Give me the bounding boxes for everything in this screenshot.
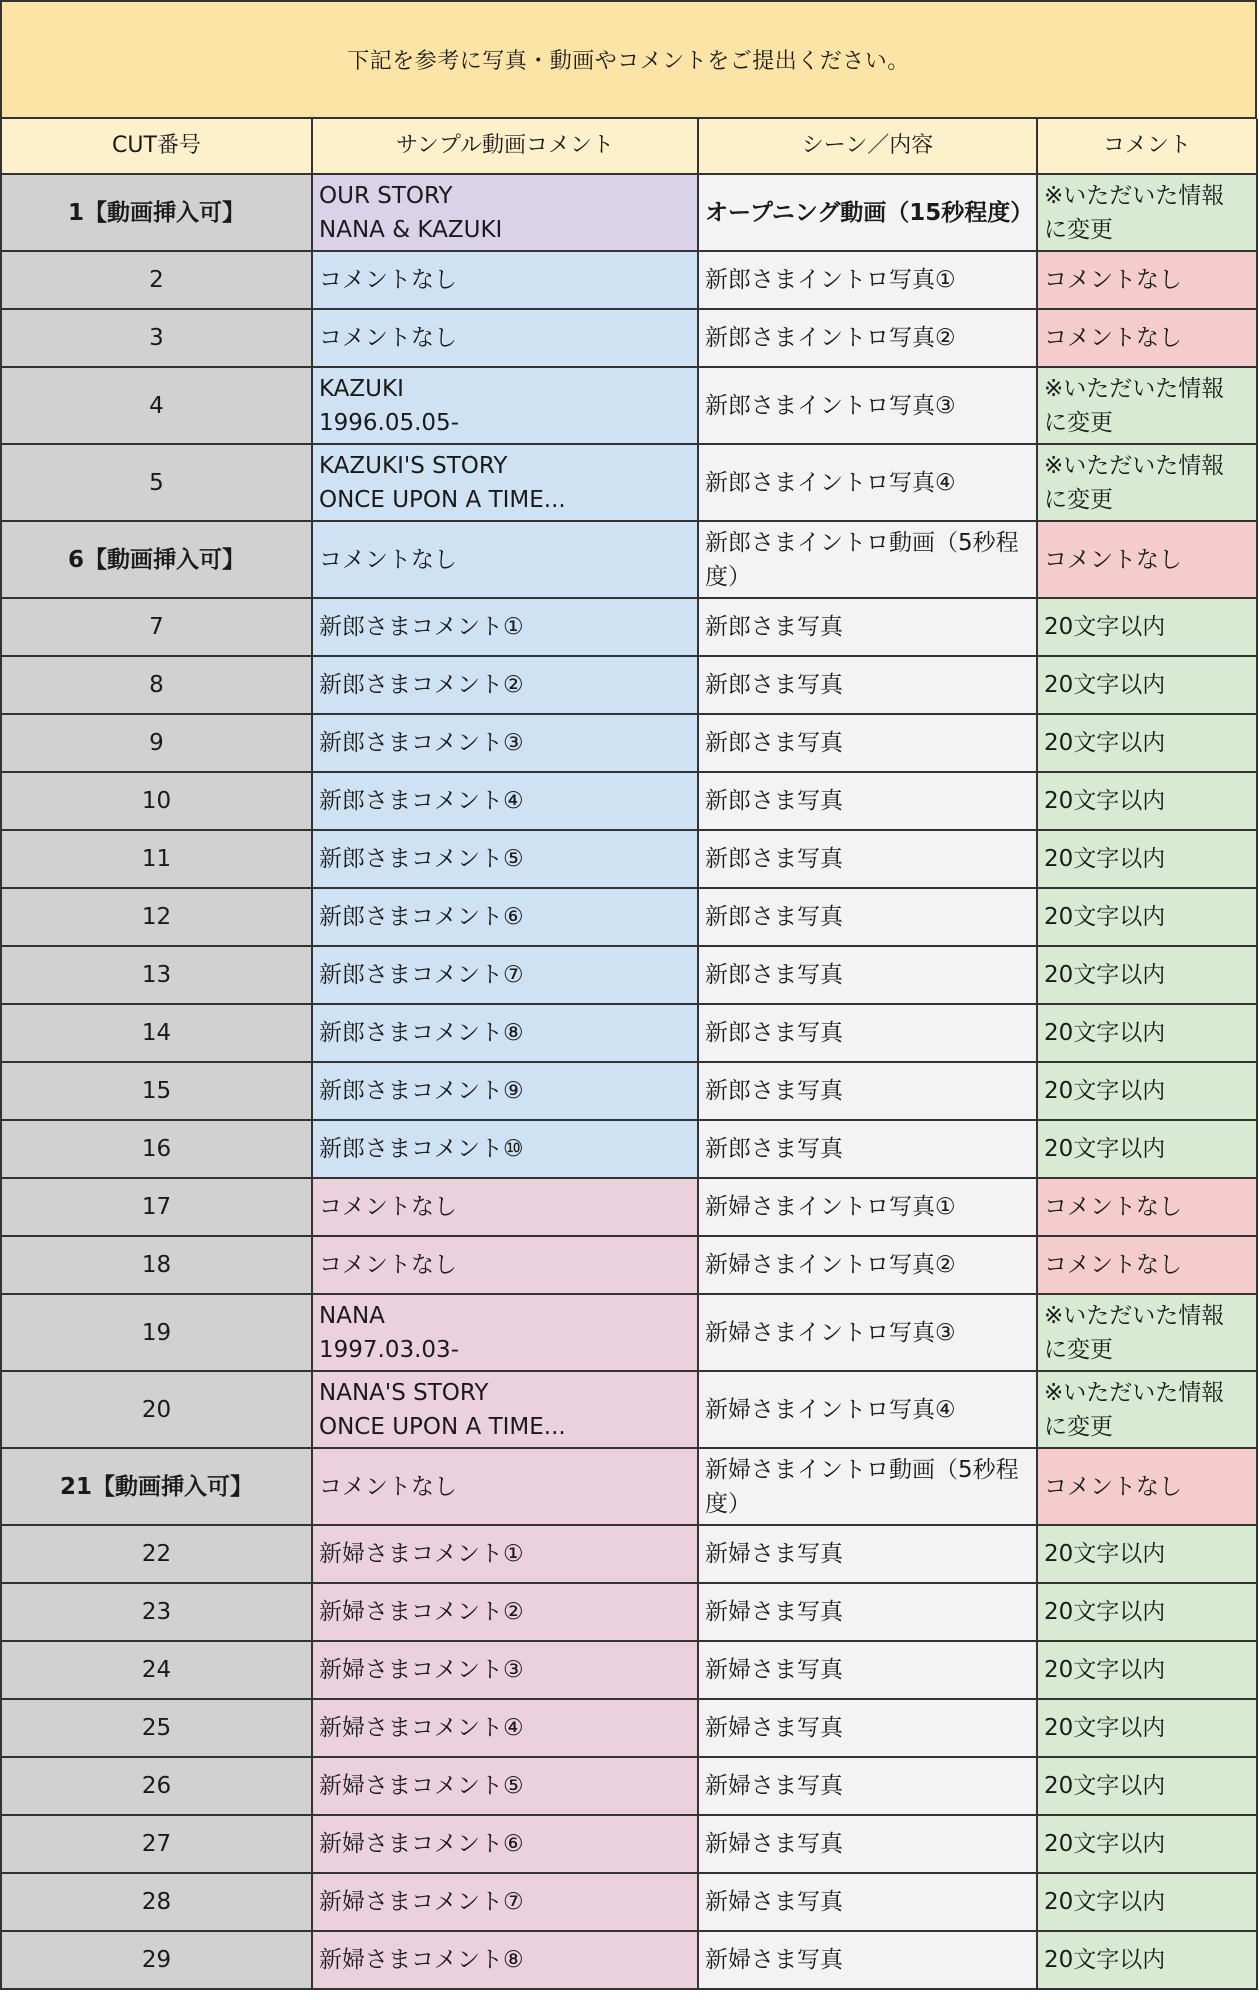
table-row	[2, 1371, 1257, 1448]
cell-sample-comment[interactable]: 新郎さまコメント④	[312, 772, 698, 830]
cell-sample-comment[interactable]: 新郎さまコメント②	[312, 656, 698, 714]
cell-comment[interactable]: 20文字以内	[1037, 656, 1257, 714]
cell-comment[interactable]: ※いただいた情報 に変更	[1037, 1294, 1257, 1371]
cell-comment[interactable]: 20文字以内	[1037, 830, 1257, 888]
cell-comment[interactable]: コメントなし	[1037, 1236, 1257, 1294]
cell-cut-number[interactable]: 7	[2, 598, 312, 656]
table-row	[2, 714, 1257, 772]
cell-comment[interactable]: 20文字以内	[1037, 1699, 1257, 1757]
cell-sample-comment[interactable]: コメントなし	[312, 1448, 698, 1525]
cell-cut-number[interactable]: 11	[2, 830, 312, 888]
cell-sample-comment[interactable]: 新婦さまコメント②	[312, 1583, 698, 1641]
cell-cut-number[interactable]: 1【動画挿入可】	[2, 174, 312, 251]
cell-scene[interactable]: 新婦さま写真	[698, 1583, 1037, 1641]
cell-cut-number[interactable]: 17	[2, 1178, 312, 1236]
cell-cut-number[interactable]: 14	[2, 1004, 312, 1062]
table-body	[2, 174, 1257, 1989]
cell-cut-number[interactable]: 2	[2, 251, 312, 309]
cell-cut-number[interactable]: 23	[2, 1583, 312, 1641]
cell-cut-number[interactable]: 27	[2, 1815, 312, 1873]
cell-sample-comment[interactable]: 新郎さまコメント⑧	[312, 1004, 698, 1062]
table-row	[2, 830, 1257, 888]
table-row	[2, 1525, 1257, 1583]
cell-scene[interactable]: 新郎さま写真	[698, 1120, 1037, 1178]
table-row	[2, 1699, 1257, 1757]
cell-sample-comment[interactable]: NANA 1997.03.03-	[312, 1294, 698, 1371]
table-row	[2, 1062, 1257, 1120]
header-cut-number[interactable]: CUT番号	[2, 119, 312, 174]
cell-sample-comment[interactable]: コメントなし	[312, 1236, 698, 1294]
cell-cut-number[interactable]: 26	[2, 1757, 312, 1815]
cell-scene[interactable]: オープニング動画（15秒程度）	[698, 174, 1037, 251]
cell-scene[interactable]: 新郎さまイントロ写真②	[698, 309, 1037, 367]
table-row	[2, 309, 1257, 367]
cell-comment[interactable]: コメントなし	[1037, 251, 1257, 309]
table-row	[2, 598, 1257, 656]
cell-comment[interactable]: 20文字以内	[1037, 772, 1257, 830]
cell-sample-comment[interactable]: コメントなし	[312, 1178, 698, 1236]
cell-sample-comment[interactable]: 新郎さまコメント⑥	[312, 888, 698, 946]
cell-comment[interactable]: 20文字以内	[1037, 1120, 1257, 1178]
cell-cut-number[interactable]: 12	[2, 888, 312, 946]
cell-scene[interactable]: 新婦さま写真	[698, 1815, 1037, 1873]
table-row	[2, 1815, 1257, 1873]
cell-scene[interactable]: 新郎さま写真	[698, 772, 1037, 830]
cell-scene[interactable]: 新婦さま写真	[698, 1757, 1037, 1815]
table-row	[2, 656, 1257, 714]
cell-comment[interactable]: コメントなし	[1037, 1448, 1257, 1525]
cell-cut-number[interactable]: 24	[2, 1641, 312, 1699]
cell-comment[interactable]: 20文字以内	[1037, 1004, 1257, 1062]
table-row	[2, 1448, 1257, 1525]
cell-cut-number[interactable]: 16	[2, 1120, 312, 1178]
cell-cut-number[interactable]: 19	[2, 1294, 312, 1371]
table-row	[2, 174, 1257, 251]
cell-scene[interactable]: 新婦さまイントロ写真③	[698, 1294, 1037, 1371]
cell-scene[interactable]: 新郎さま写真	[698, 1004, 1037, 1062]
cell-cut-number[interactable]: 29	[2, 1931, 312, 1989]
table-row	[2, 888, 1257, 946]
cell-scene[interactable]: 新婦さま写真	[698, 1641, 1037, 1699]
cell-cut-number[interactable]: 20	[2, 1371, 312, 1448]
table-row	[2, 1931, 1257, 1989]
header-sample-comment[interactable]: サンプル動画コメント	[312, 119, 698, 174]
table-row	[2, 946, 1257, 1004]
table-row	[2, 772, 1257, 830]
cell-cut-number[interactable]: 25	[2, 1699, 312, 1757]
table-row	[2, 1236, 1257, 1294]
cell-sample-comment[interactable]: 新婦さまコメント⑤	[312, 1757, 698, 1815]
cell-sample-comment[interactable]: 新婦さまコメント⑦	[312, 1873, 698, 1931]
table-row	[2, 251, 1257, 309]
cell-sample-comment[interactable]: 新婦さまコメント①	[312, 1525, 698, 1583]
cell-comment[interactable]: 20文字以内	[1037, 714, 1257, 772]
cell-comment[interactable]: 20文字以内	[1037, 946, 1257, 1004]
cell-comment[interactable]: コメントなし	[1037, 521, 1257, 598]
cell-scene[interactable]: 新婦さまイントロ写真②	[698, 1236, 1037, 1294]
table-row	[2, 1004, 1257, 1062]
cell-sample-comment[interactable]: コメントなし	[312, 309, 698, 367]
instruction-banner[interactable]: 下記を参考に写真・動画やコメントをご提出ください。	[2, 2, 1257, 119]
cell-comment[interactable]: ※いただいた情報 に変更	[1037, 1371, 1257, 1448]
cell-scene[interactable]: 新郎さま写真	[698, 656, 1037, 714]
cell-scene[interactable]: 新郎さま写真	[698, 598, 1037, 656]
cell-cut-number[interactable]: 13	[2, 946, 312, 1004]
cell-cut-number[interactable]: 21【動画挿入可】	[2, 1448, 312, 1525]
cell-sample-comment[interactable]: KAZUKI 1996.05.05-	[312, 367, 698, 444]
cell-scene[interactable]: 新婦さまイントロ動画（5秒程 度）	[698, 1448, 1037, 1525]
cell-scene[interactable]: 新婦さまイントロ写真①	[698, 1178, 1037, 1236]
cell-comment[interactable]: 20文字以内	[1037, 1815, 1257, 1873]
header-comment[interactable]: コメント	[1037, 119, 1257, 174]
cell-scene[interactable]: 新郎さまイントロ写真③	[698, 367, 1037, 444]
table-row	[2, 444, 1257, 521]
cell-sample-comment[interactable]: 新郎さまコメント①	[312, 598, 698, 656]
cell-scene[interactable]: 新婦さま写真	[698, 1873, 1037, 1931]
cell-comment[interactable]: ※いただいた情報 に変更	[1037, 367, 1257, 444]
cell-sample-comment[interactable]: NANA'S STORY ONCE UPON A TIME...	[312, 1371, 698, 1448]
cell-cut-number[interactable]: 18	[2, 1236, 312, 1294]
header-scene[interactable]: シーン／内容	[698, 119, 1037, 174]
table-row	[2, 1178, 1257, 1236]
cell-cut-number[interactable]: 3	[2, 309, 312, 367]
cell-scene[interactable]: 新婦さまイントロ写真④	[698, 1371, 1037, 1448]
cell-comment[interactable]: 20文字以内	[1037, 598, 1257, 656]
cell-comment[interactable]: ※いただいた情報 に変更	[1037, 174, 1257, 251]
cell-cut-number[interactable]: 8	[2, 656, 312, 714]
cell-sample-comment[interactable]: OUR STORY NANA & KAZUKI	[312, 174, 698, 251]
cell-scene[interactable]: 新郎さま写真	[698, 1062, 1037, 1120]
cell-scene[interactable]: 新郎さま写真	[698, 946, 1037, 1004]
cell-cut-number[interactable]: 15	[2, 1062, 312, 1120]
cell-sample-comment[interactable]: 新郎さまコメント⑦	[312, 946, 698, 1004]
cell-cut-number[interactable]: 22	[2, 1525, 312, 1583]
cell-sample-comment[interactable]: 新婦さまコメント③	[312, 1641, 698, 1699]
cell-comment[interactable]: 20文字以内	[1037, 1583, 1257, 1641]
cell-sample-comment[interactable]: 新婦さまコメント④	[312, 1699, 698, 1757]
cell-cut-number[interactable]: 5	[2, 444, 312, 521]
cell-scene[interactable]: 新郎さまイントロ写真④	[698, 444, 1037, 521]
cell-comment[interactable]: コメントなし	[1037, 309, 1257, 367]
cell-scene[interactable]: 新郎さま写真	[698, 714, 1037, 772]
cell-sample-comment[interactable]: KAZUKI'S STORY ONCE UPON A TIME...	[312, 444, 698, 521]
table-row	[2, 367, 1257, 444]
cell-comment[interactable]: 20文字以内	[1037, 1757, 1257, 1815]
cell-cut-number[interactable]: 28	[2, 1873, 312, 1931]
cell-scene[interactable]: 新郎さまイントロ動画（5秒程 度）	[698, 521, 1037, 598]
cell-comment[interactable]: コメントなし	[1037, 1178, 1257, 1236]
cell-comment[interactable]: 20文字以内	[1037, 1641, 1257, 1699]
cell-scene[interactable]: 新婦さま写真	[698, 1525, 1037, 1583]
table-row	[2, 1873, 1257, 1931]
cell-sample-comment[interactable]: 新郎さまコメント③	[312, 714, 698, 772]
cell-scene[interactable]: 新婦さま写真	[698, 1931, 1037, 1989]
cell-cut-number[interactable]: 6【動画挿入可】	[2, 521, 312, 598]
cell-sample-comment[interactable]: コメントなし	[312, 251, 698, 309]
cell-comment[interactable]: 20文字以内	[1037, 1931, 1257, 1989]
cell-comment[interactable]: 20文字以内	[1037, 1525, 1257, 1583]
cell-scene[interactable]: 新郎さまイントロ写真①	[698, 251, 1037, 309]
cell-comment[interactable]: ※いただいた情報 に変更	[1037, 444, 1257, 521]
table-row	[2, 1757, 1257, 1815]
cell-scene[interactable]: 新郎さま写真	[698, 830, 1037, 888]
cell-comment[interactable]: 20文字以内	[1037, 1062, 1257, 1120]
cell-scene[interactable]: 新婦さま写真	[698, 1699, 1037, 1757]
cell-sample-comment[interactable]: 新郎さまコメント⑨	[312, 1062, 698, 1120]
cell-scene[interactable]: 新郎さま写真	[698, 888, 1037, 946]
table-row	[2, 1641, 1257, 1699]
table-row	[2, 1583, 1257, 1641]
cell-comment[interactable]: 20文字以内	[1037, 1873, 1257, 1931]
table-row	[2, 1120, 1257, 1178]
cut-table	[2, 119, 1258, 1990]
cell-sample-comment[interactable]: 新婦さまコメント⑧	[312, 1931, 698, 1989]
cell-cut-number[interactable]: 10	[2, 772, 312, 830]
cell-sample-comment[interactable]: 新郎さまコメント⑤	[312, 830, 698, 888]
cell-sample-comment[interactable]: 新郎さまコメント⑩	[312, 1120, 698, 1178]
header-row	[2, 119, 1257, 174]
cell-cut-number[interactable]: 9	[2, 714, 312, 772]
table-row	[2, 521, 1257, 598]
cell-sample-comment[interactable]: コメントなし	[312, 521, 698, 598]
cell-sample-comment[interactable]: 新婦さまコメント⑥	[312, 1815, 698, 1873]
table-row	[2, 1294, 1257, 1371]
cell-comment[interactable]: 20文字以内	[1037, 888, 1257, 946]
cell-cut-number[interactable]: 4	[2, 367, 312, 444]
